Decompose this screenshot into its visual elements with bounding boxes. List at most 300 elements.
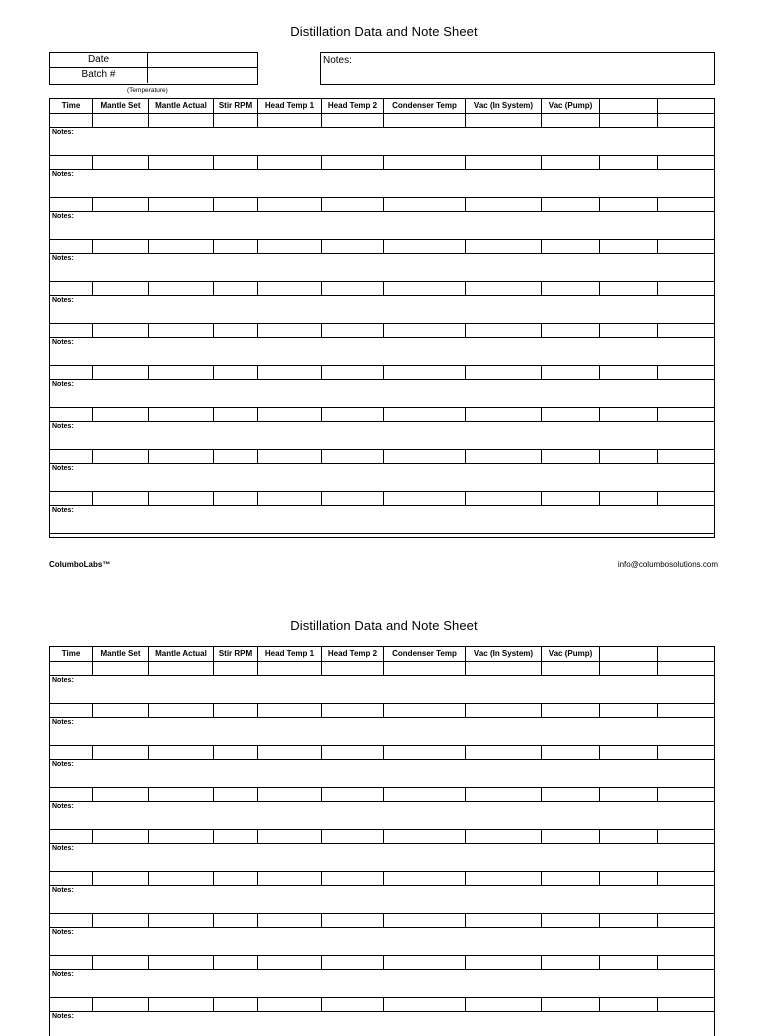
data-cell[interactable]: [50, 998, 93, 1011]
data-cell[interactable]: [258, 998, 322, 1011]
data-cell[interactable]: [322, 956, 384, 969]
data-cell[interactable]: [50, 282, 93, 295]
footer-brand: ColumboLabs™: [49, 560, 111, 569]
data-cell[interactable]: [542, 240, 600, 253]
data-cell[interactable]: [600, 662, 658, 675]
data-cell[interactable]: [149, 408, 214, 421]
row-notes-label: Notes:: [52, 423, 74, 430]
data-cell[interactable]: [50, 830, 93, 843]
row-notes-label: Notes:: [52, 1013, 74, 1020]
temperature-label: (Temperature): [127, 87, 168, 94]
data-cell[interactable]: [93, 114, 149, 127]
data-cell[interactable]: [214, 408, 258, 421]
data-cell[interactable]: [658, 114, 714, 127]
data-cell[interactable]: [258, 198, 322, 211]
data-cell[interactable]: [542, 662, 600, 675]
data-cell[interactable]: [466, 746, 542, 759]
data-cell[interactable]: [93, 492, 149, 505]
data-cell[interactable]: [466, 788, 542, 801]
notes-row: [50, 886, 714, 914]
column-header: [658, 647, 714, 661]
data-cell[interactable]: [214, 114, 258, 127]
data-cell[interactable]: [466, 240, 542, 253]
data-cell[interactable]: [542, 450, 600, 463]
data-cell[interactable]: [50, 872, 93, 885]
column-header: [600, 99, 658, 113]
table-row: [50, 450, 714, 464]
data-cell[interactable]: [258, 956, 322, 969]
data-cell[interactable]: [384, 956, 466, 969]
data-cell[interactable]: [600, 998, 658, 1011]
column-header: Mantle Actual: [149, 99, 214, 113]
notes-row: [50, 718, 714, 746]
data-cell[interactable]: [50, 662, 93, 675]
data-cell[interactable]: [600, 324, 658, 337]
data-cell[interactable]: [258, 704, 322, 717]
column-header: Mantle Actual: [149, 647, 214, 661]
notes-row: [50, 254, 714, 282]
data-cell[interactable]: [50, 746, 93, 759]
data-cell[interactable]: [322, 492, 384, 505]
data-cell[interactable]: [384, 704, 466, 717]
data-cell[interactable]: [214, 156, 258, 169]
data-cell[interactable]: [214, 746, 258, 759]
data-cell[interactable]: [93, 450, 149, 463]
row-notes-label: Notes:: [52, 255, 74, 262]
data-cell[interactable]: [384, 872, 466, 885]
sheet1-title: Distillation Data and Note Sheet: [290, 24, 478, 39]
column-header: Vac (Pump): [542, 647, 600, 661]
data-cell[interactable]: [384, 366, 466, 379]
data-cell[interactable]: [93, 198, 149, 211]
data-cell[interactable]: [600, 156, 658, 169]
data-cell[interactable]: [149, 956, 214, 969]
data-cell[interactable]: [258, 788, 322, 801]
data-cell[interactable]: [50, 114, 93, 127]
data-cell[interactable]: [466, 872, 542, 885]
data-cell[interactable]: [384, 240, 466, 253]
row-notes-label: Notes:: [52, 465, 74, 472]
row-notes-label: Notes:: [52, 507, 74, 514]
table-row: [50, 956, 714, 970]
data-cell[interactable]: [542, 914, 600, 927]
data-cell[interactable]: [93, 872, 149, 885]
table-row: [50, 788, 714, 802]
data-cell[interactable]: [542, 282, 600, 295]
data-cell[interactable]: [214, 830, 258, 843]
data-cell[interactable]: [600, 240, 658, 253]
table-row: [50, 282, 714, 296]
column-header: [600, 647, 658, 661]
data-cell[interactable]: [466, 956, 542, 969]
data-cell[interactable]: [658, 450, 714, 463]
date-row: [50, 53, 257, 68]
data-cell[interactable]: [214, 998, 258, 1011]
data-cell[interactable]: [466, 282, 542, 295]
data-cell[interactable]: [93, 956, 149, 969]
data-cell[interactable]: [384, 746, 466, 759]
data-cell[interactable]: [50, 492, 93, 505]
data-cell[interactable]: [384, 788, 466, 801]
data-cell[interactable]: [658, 324, 714, 337]
data-cell[interactable]: [600, 788, 658, 801]
data-cell[interactable]: [542, 324, 600, 337]
data-cell[interactable]: [50, 704, 93, 717]
column-header: Time: [50, 99, 93, 113]
table-row: [50, 492, 714, 506]
table-row: [50, 830, 714, 844]
notes-row: [50, 928, 714, 956]
data-cell[interactable]: [93, 704, 149, 717]
data-cell[interactable]: [542, 788, 600, 801]
notes-row: [50, 422, 714, 450]
data-cell[interactable]: [50, 198, 93, 211]
row-notes-label: Notes:: [52, 129, 74, 136]
data-cell[interactable]: [658, 746, 714, 759]
table-row: [50, 198, 714, 212]
data-cell[interactable]: [384, 450, 466, 463]
data-cell[interactable]: [542, 830, 600, 843]
data-cell[interactable]: [542, 156, 600, 169]
data-cell[interactable]: [258, 872, 322, 885]
data-cell[interactable]: [600, 198, 658, 211]
data-cell[interactable]: [384, 492, 466, 505]
data-cell[interactable]: [258, 450, 322, 463]
data-cell[interactable]: [542, 956, 600, 969]
data-cell[interactable]: [466, 324, 542, 337]
row-notes-label: Notes:: [52, 971, 74, 978]
data-cell[interactable]: [542, 408, 600, 421]
data-cell[interactable]: [384, 324, 466, 337]
data-cell[interactable]: [93, 366, 149, 379]
notes-row: [50, 212, 714, 240]
data-cell[interactable]: [322, 408, 384, 421]
table-row: [50, 240, 714, 254]
batch-row: [50, 68, 257, 83]
notes-row: [50, 802, 714, 830]
sheet2-table: [49, 646, 715, 1036]
data-cell[interactable]: [258, 282, 322, 295]
data-cell[interactable]: [322, 704, 384, 717]
notes-row: [50, 506, 714, 534]
data-cell[interactable]: [322, 198, 384, 211]
notes-row: [50, 760, 714, 788]
data-cell[interactable]: [466, 492, 542, 505]
notes-row: [50, 1012, 714, 1036]
data-cell[interactable]: [322, 240, 384, 253]
data-cell[interactable]: [258, 662, 322, 675]
table-row: [50, 872, 714, 886]
notes-row: [50, 170, 714, 198]
data-cell[interactable]: [466, 198, 542, 211]
data-cell[interactable]: [322, 830, 384, 843]
data-cell[interactable]: [214, 366, 258, 379]
notes-row: [50, 676, 714, 704]
data-cell[interactable]: [214, 956, 258, 969]
data-cell[interactable]: [50, 324, 93, 337]
column-header: Condenser Temp: [384, 99, 466, 113]
data-cell[interactable]: [258, 830, 322, 843]
data-cell[interactable]: [658, 704, 714, 717]
batch-label: Batch #: [50, 68, 148, 83]
data-cell[interactable]: [542, 746, 600, 759]
column-header: Head Temp 1: [258, 647, 322, 661]
header-notes-box: [320, 52, 715, 85]
data-cell[interactable]: [93, 998, 149, 1011]
data-cell[interactable]: [258, 408, 322, 421]
data-cell[interactable]: [542, 492, 600, 505]
notes-row: [50, 844, 714, 872]
data-cell[interactable]: [258, 366, 322, 379]
data-cell[interactable]: [258, 240, 322, 253]
column-header: [658, 99, 714, 113]
column-header: Stir RPM: [214, 647, 258, 661]
column-header: Mantle Set: [93, 647, 149, 661]
data-cell[interactable]: [466, 704, 542, 717]
data-cell[interactable]: [542, 704, 600, 717]
data-cell[interactable]: [322, 282, 384, 295]
data-cell[interactable]: [93, 746, 149, 759]
data-cell[interactable]: [658, 662, 714, 675]
data-cell[interactable]: [658, 492, 714, 505]
data-cell[interactable]: [600, 408, 658, 421]
notes-row: [50, 970, 714, 998]
data-cell[interactable]: [658, 998, 714, 1011]
data-cell[interactable]: [658, 156, 714, 169]
notes-row: [50, 296, 714, 324]
data-cell[interactable]: [149, 788, 214, 801]
column-header: Vac (In System): [466, 99, 542, 113]
data-cell[interactable]: [658, 914, 714, 927]
data-cell[interactable]: [384, 114, 466, 127]
data-cell[interactable]: [149, 872, 214, 885]
data-cell[interactable]: [600, 956, 658, 969]
data-cell[interactable]: [600, 914, 658, 927]
data-cell[interactable]: [149, 198, 214, 211]
row-notes-label: Notes:: [52, 761, 74, 768]
data-cell[interactable]: [149, 282, 214, 295]
data-cell[interactable]: [658, 198, 714, 211]
data-cell[interactable]: [214, 282, 258, 295]
data-cell[interactable]: [322, 914, 384, 927]
row-notes-label: Notes:: [52, 677, 74, 684]
data-cell[interactable]: [214, 324, 258, 337]
data-cell[interactable]: [214, 872, 258, 885]
data-cell[interactable]: [322, 156, 384, 169]
data-cell[interactable]: [600, 746, 658, 759]
data-cell[interactable]: [542, 998, 600, 1011]
data-cell[interactable]: [658, 872, 714, 885]
data-cell[interactable]: [258, 492, 322, 505]
data-cell[interactable]: [93, 408, 149, 421]
table-row: [50, 704, 714, 718]
data-cell[interactable]: [384, 914, 466, 927]
data-cell[interactable]: [258, 156, 322, 169]
data-cell[interactable]: [384, 198, 466, 211]
data-cell[interactable]: [542, 198, 600, 211]
header-notes-label: Notes:: [323, 55, 352, 66]
data-cell[interactable]: [50, 240, 93, 253]
data-cell[interactable]: [149, 914, 214, 927]
data-cell[interactable]: [149, 704, 214, 717]
data-cell[interactable]: [658, 830, 714, 843]
data-cell[interactable]: [258, 746, 322, 759]
data-cell[interactable]: [214, 240, 258, 253]
data-cell[interactable]: [214, 704, 258, 717]
table-row: [50, 914, 714, 928]
data-cell[interactable]: [466, 662, 542, 675]
table-row: [50, 998, 714, 1012]
sheet2-title: Distillation Data and Note Sheet: [290, 618, 478, 633]
data-cell[interactable]: [384, 156, 466, 169]
row-notes-label: Notes:: [52, 845, 74, 852]
data-cell[interactable]: [384, 998, 466, 1011]
data-cell[interactable]: [258, 114, 322, 127]
column-header: Time: [50, 647, 93, 661]
data-cell[interactable]: [149, 998, 214, 1011]
data-cell[interactable]: [93, 240, 149, 253]
data-cell[interactable]: [658, 408, 714, 421]
data-cell[interactable]: [466, 914, 542, 927]
data-cell[interactable]: [600, 114, 658, 127]
table-row: [50, 366, 714, 380]
notes-row: [50, 380, 714, 408]
row-notes-label: Notes:: [52, 381, 74, 388]
column-header: Head Temp 2: [322, 99, 384, 113]
data-cell[interactable]: [322, 366, 384, 379]
table-row: [50, 156, 714, 170]
data-cell[interactable]: [149, 662, 214, 675]
data-cell[interactable]: [149, 156, 214, 169]
data-cell[interactable]: [149, 492, 214, 505]
data-cell[interactable]: [93, 662, 149, 675]
data-cell[interactable]: [93, 914, 149, 927]
data-cell[interactable]: [600, 872, 658, 885]
data-cell[interactable]: [600, 704, 658, 717]
table-row: [50, 746, 714, 760]
date-batch-box: [49, 52, 258, 85]
row-notes-label: Notes:: [52, 339, 74, 346]
data-cell[interactable]: [658, 956, 714, 969]
data-cell[interactable]: [258, 324, 322, 337]
sheet1-table: [49, 98, 715, 538]
data-cell[interactable]: [149, 830, 214, 843]
data-cell[interactable]: [384, 662, 466, 675]
data-cell[interactable]: [658, 282, 714, 295]
footer-email: info@columbosolutions.com: [617, 560, 718, 569]
data-cell[interactable]: [214, 914, 258, 927]
row-notes-label: Notes:: [52, 213, 74, 220]
data-cell[interactable]: [658, 240, 714, 253]
data-cell[interactable]: [93, 324, 149, 337]
data-cell[interactable]: [466, 408, 542, 421]
column-header: Vac (In System): [466, 647, 542, 661]
data-cell[interactable]: [384, 830, 466, 843]
data-cell[interactable]: [93, 830, 149, 843]
data-cell[interactable]: [93, 282, 149, 295]
data-cell[interactable]: [50, 408, 93, 421]
data-cell[interactable]: [600, 282, 658, 295]
data-cell[interactable]: [466, 998, 542, 1011]
row-notes-label: Notes:: [52, 719, 74, 726]
data-cell[interactable]: [149, 450, 214, 463]
data-cell[interactable]: [93, 156, 149, 169]
data-cell[interactable]: [214, 788, 258, 801]
data-cell[interactable]: [214, 198, 258, 211]
table-row: [50, 114, 714, 128]
data-cell[interactable]: [149, 114, 214, 127]
data-cell[interactable]: [50, 914, 93, 927]
data-cell[interactable]: [322, 450, 384, 463]
data-cell[interactable]: [466, 366, 542, 379]
table-header-row: [50, 99, 714, 114]
data-cell[interactable]: [322, 662, 384, 675]
data-cell[interactable]: [542, 114, 600, 127]
data-cell[interactable]: [658, 788, 714, 801]
row-notes-label: Notes:: [52, 171, 74, 178]
row-notes-label: Notes:: [52, 887, 74, 894]
data-cell[interactable]: [466, 830, 542, 843]
table-row: [50, 662, 714, 676]
data-cell[interactable]: [466, 156, 542, 169]
data-cell[interactable]: [149, 240, 214, 253]
data-cell[interactable]: [149, 366, 214, 379]
data-cell[interactable]: [322, 872, 384, 885]
column-header: Mantle Set: [93, 99, 149, 113]
column-header: Head Temp 1: [258, 99, 322, 113]
data-cell[interactable]: [466, 450, 542, 463]
column-header: Vac (Pump): [542, 99, 600, 113]
data-cell[interactable]: [542, 366, 600, 379]
data-cell[interactable]: [214, 450, 258, 463]
data-cell[interactable]: [322, 324, 384, 337]
data-cell[interactable]: [322, 746, 384, 759]
data-cell[interactable]: [50, 156, 93, 169]
data-cell[interactable]: [50, 956, 93, 969]
data-cell[interactable]: [600, 492, 658, 505]
data-cell[interactable]: [149, 324, 214, 337]
notes-row: [50, 338, 714, 366]
data-cell[interactable]: [384, 408, 466, 421]
date-label: Date: [50, 53, 148, 67]
data-cell[interactable]: [50, 450, 93, 463]
data-cell[interactable]: [600, 450, 658, 463]
data-cell[interactable]: [658, 366, 714, 379]
table-row: [50, 408, 714, 422]
data-cell[interactable]: [466, 114, 542, 127]
data-cell[interactable]: [322, 998, 384, 1011]
data-cell[interactable]: [542, 872, 600, 885]
column-header: Stir RPM: [214, 99, 258, 113]
data-cell[interactable]: [149, 746, 214, 759]
data-cell[interactable]: [322, 114, 384, 127]
data-cell[interactable]: [600, 830, 658, 843]
data-cell[interactable]: [258, 914, 322, 927]
data-cell[interactable]: [93, 788, 149, 801]
table-row: [50, 324, 714, 338]
data-cell[interactable]: [214, 662, 258, 675]
data-cell[interactable]: [600, 366, 658, 379]
data-cell[interactable]: [50, 366, 93, 379]
row-notes-label: Notes:: [52, 803, 74, 810]
data-cell[interactable]: [50, 788, 93, 801]
notes-row: [50, 464, 714, 492]
column-header: Head Temp 2: [322, 647, 384, 661]
data-cell[interactable]: [322, 788, 384, 801]
data-cell[interactable]: [384, 282, 466, 295]
row-notes-label: Notes:: [52, 929, 74, 936]
data-cell[interactable]: [214, 492, 258, 505]
